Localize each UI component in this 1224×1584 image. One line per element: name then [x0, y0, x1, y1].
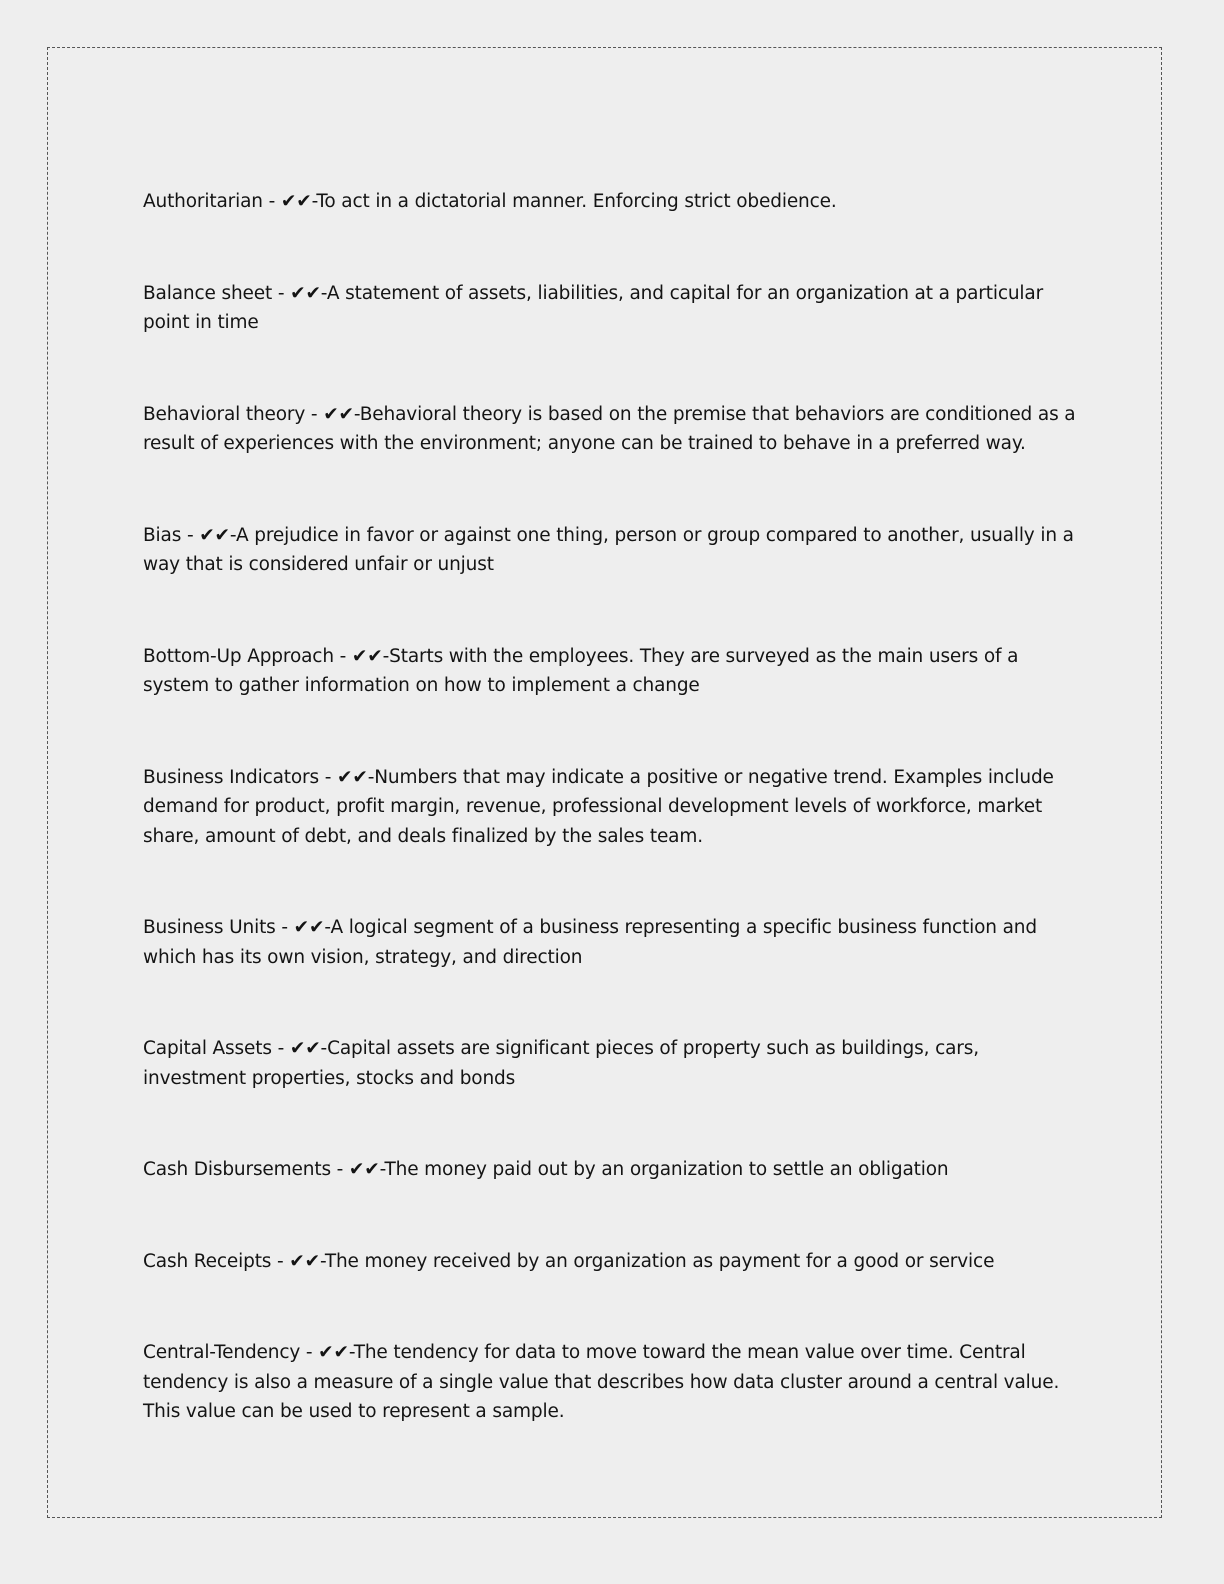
- entry-definition: Numbers that may indicate a positive or negative trend. Examples include demand for product, profit margin, revenue, professional development levels of workforce, market share, amount of debt, and deals finalized by the sales team.: [143, 766, 1054, 847]
- glossary-list: [143, 187, 1078, 1489]
- entry-term: Capital Assets: [143, 1038, 272, 1059]
- entry-term: Bias: [143, 524, 182, 546]
- entry-definition: Behavioral theory is based on the premise that behaviors are conditioned as a result of experiences with the environment; anyone can be trained to behave in a preferred way.: [143, 403, 1076, 454]
- glossary-entry: [143, 1155, 1078, 1185]
- entry-term: Balance sheet: [143, 282, 273, 304]
- entry-separator: - ✔✔-: [271, 1250, 325, 1272]
- glossary-entry: [143, 521, 1078, 580]
- entry-definition: The money paid out by an organization to settle an obligation: [384, 1159, 949, 1180]
- glossary-entry: [143, 1034, 1078, 1093]
- entry-separator: - ✔✔-: [272, 282, 327, 304]
- glossary-entry: [143, 279, 1078, 338]
- entry-definition: A logical segment of a business representing a specific business function and which has its own vision, strategy, and direction: [143, 917, 1037, 968]
- glossary-entry: [143, 187, 1078, 217]
- entry-separator: - ✔✔-: [181, 524, 237, 546]
- entry-separator: - ✔✔-: [271, 1038, 328, 1059]
- glossary-entry: [143, 642, 1078, 701]
- entry-term: Authoritarian: [143, 191, 263, 212]
- entry-definition: The tendency for data to move toward the mean value over time. Central tendency is also a measure of a single value that describes how data cluster around a central value. This value can be used to represent a sample.: [143, 1342, 1060, 1422]
- entry-term: Bottom-Up Approach: [143, 645, 334, 667]
- entry-term: Business Units: [143, 917, 276, 938]
- glossary-entry: [143, 913, 1078, 972]
- entry-separator: - ✔✔-: [275, 917, 331, 938]
- entry-separator: - ✔✔-: [262, 191, 317, 212]
- entry-definition: A statement of assets, liabilities, and capital for an organization at a particular point in time: [143, 282, 1044, 333]
- entry-term: Cash Receipts: [143, 1250, 272, 1272]
- entry-term: Behavioral theory: [143, 403, 306, 425]
- entry-definition: A prejudice in favor or against one thing, person or group compared to another, usually in a way that is considered unfair or unjust: [143, 524, 1074, 575]
- glossary-entry: [143, 1338, 1078, 1427]
- entry-separator: - ✔✔-: [305, 403, 360, 425]
- entry-separator: - ✔✔-: [300, 1342, 354, 1363]
- entry-separator: - ✔✔-: [333, 645, 390, 667]
- glossary-entry: [143, 1247, 1078, 1277]
- entry-separator: - ✔✔-: [319, 766, 375, 788]
- entry-term: Central-Tendency: [143, 1342, 301, 1363]
- glossary-entry: [143, 763, 1078, 852]
- entry-definition: Starts with the employees. They are surveyed as the main users of a system to gather information on how to implement a change: [143, 645, 1019, 696]
- entry-term: Cash Disbursements: [143, 1159, 331, 1180]
- entry-term: Business Indicators: [143, 766, 319, 788]
- glossary-entry: [143, 400, 1078, 459]
- entry-definition: To act in a dictatorial manner. Enforcing strict obedience.: [316, 191, 837, 212]
- entry-separator: - ✔✔-: [330, 1159, 385, 1180]
- entry-definition: Capital assets are significant pieces of property such as buildings, cars, investment properties, stocks and bonds: [143, 1038, 979, 1089]
- entry-definition: The money received by an organization as payment for a good or service: [324, 1250, 995, 1272]
